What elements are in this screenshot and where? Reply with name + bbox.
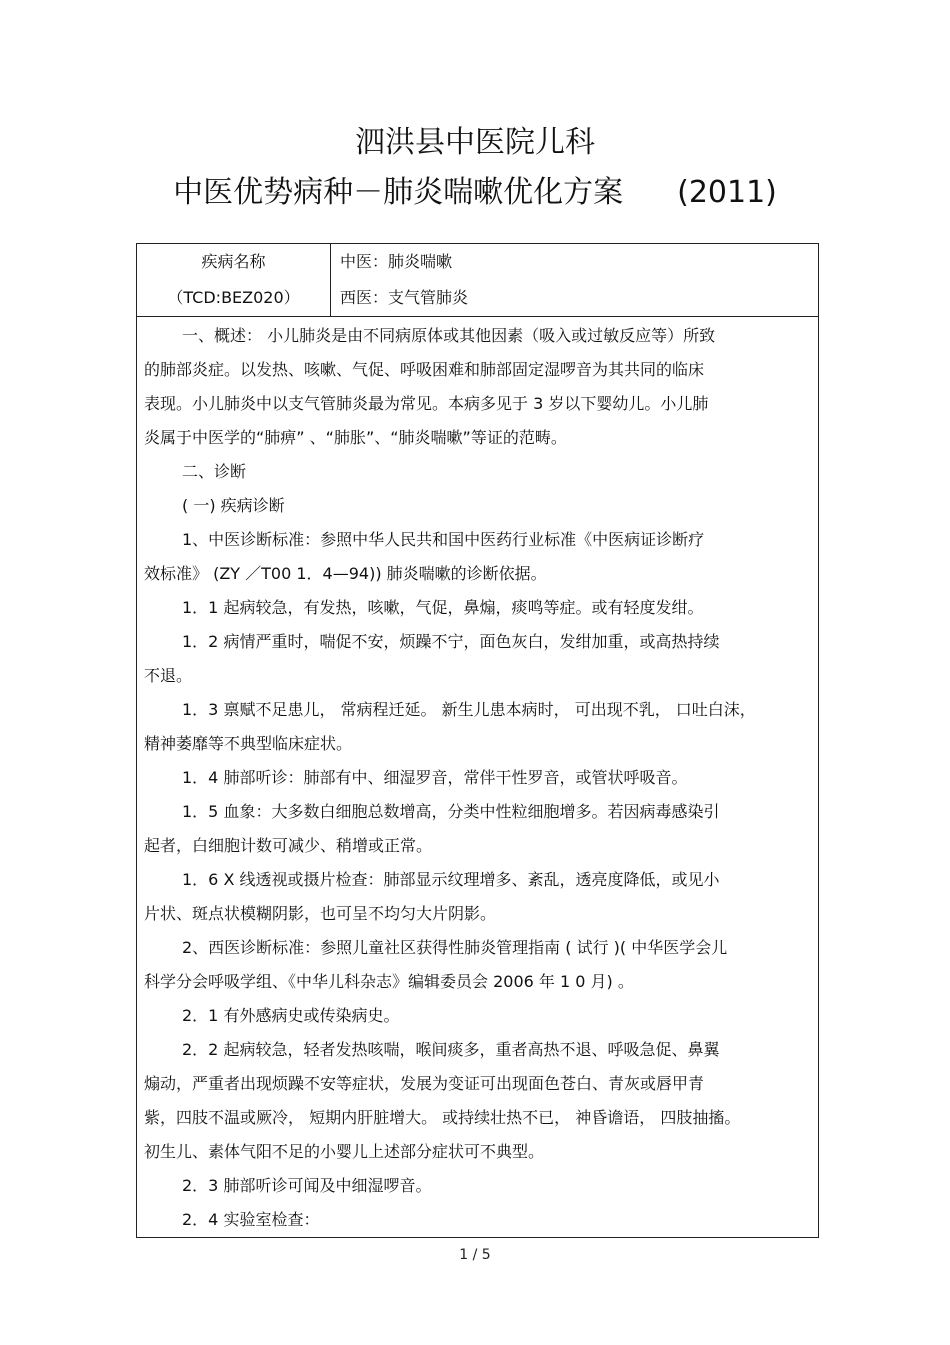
page-number: 1 / 5	[459, 1247, 491, 1263]
body-line: 起者，白细胞计数可减少、稍增或正常。	[144, 836, 433, 855]
body-line: 1．5 血象：大多数白细胞总数增高，分类中性粒细胞增多。若因病毒感染引	[182, 802, 720, 821]
body-line: 不退。	[144, 666, 193, 685]
body-line: 1．1 起病较急，有发热，咳嗽，气促，鼻煽，痰鸣等症。或有轻度发绀。	[182, 598, 704, 617]
document-title-text: 中医优势病种－肺炎喘嗽优化方案	[173, 175, 624, 210]
tcm-disease-name: 中医：肺炎喘嗽	[340, 252, 453, 271]
western-disease-name: 西医：支气管肺炎	[340, 288, 469, 307]
body-line: 科学分会呼吸学组、《中华儿科杂志》编辑委员会 2006 年 1 0 月) 。	[144, 972, 634, 991]
body-line: 1、中医诊断标准：参照中华人民共和国中医药行业标准《中医病证诊断疗	[182, 530, 705, 549]
body-line: 紫，四肢不温或厥冷， 短期内肝脏增大。 或持续壮热不已， 神昏谵语， 四肢抽搐。	[144, 1108, 741, 1127]
body-line: 2．3 肺部听诊可闻及中细湿啰音。	[182, 1176, 432, 1195]
body-line: 一、概述： 小儿肺炎是由不同病原体或其他因素（吸入或过敏反应等）所致	[182, 326, 716, 345]
hospital-title: 泗洪县中医院儿科	[355, 125, 595, 160]
body-line: 1．2 病情严重时，喘促不安，烦躁不宁，面色灰白，发绀加重，或高热持续	[182, 632, 720, 651]
body-line: 精神萎靡等不典型临床症状。	[144, 734, 353, 753]
body-line: 片状、斑点状模糊阴影，也可呈不均匀大片阴影。	[144, 904, 497, 923]
disease-code: （TCD:BEZ020）	[167, 288, 300, 307]
disease-table	[136, 243, 819, 1238]
body-line: 2．4 实验室检查：	[182, 1210, 320, 1229]
content-row	[137, 317, 819, 1238]
body-line: 1．4 肺部听诊：肺部有中、细湿罗音，常伴干性罗音，或管状呼吸音。	[182, 768, 688, 787]
body-line: 1．6 X 线透视或摄片检查：肺部显示纹理增多、紊乱，透亮度降低，或见小	[182, 870, 720, 889]
body-line: 2．1 有外感病史或传染病史。	[182, 1006, 400, 1025]
body-line: 表现。小儿肺炎中以支气管肺炎最为常见。本病多见于 3 岁以下婴幼儿。小儿肺	[144, 394, 709, 413]
body-line: 煽动，严重者出现烦躁不安等症状，发展为变证可出现面色苍白、青灰或唇甲青	[144, 1074, 705, 1093]
disease-names-cell	[331, 244, 819, 317]
body-line: 2、西医诊断标准：参照儿童社区获得性肺炎管理指南 ( 试行 )( 中华医学会儿	[182, 938, 728, 957]
content-text	[144, 317, 818, 1237]
disease-name-cell	[137, 244, 331, 317]
body-line: ( 一) 疾病诊断	[182, 496, 285, 515]
document-title	[0, 173, 950, 213]
body-line: 效标准》 (ZY ／T00 1．4—94)) 肺炎喘嗽的诊断依据。	[144, 564, 547, 583]
disease-name-label: 疾病名称	[201, 252, 266, 271]
body-line: 2．2 起病较急，轻者发热咳喘，喉间痰多，重者高热不退、呼吸急促、鼻翼	[182, 1040, 720, 1059]
body-line: 1．3 禀赋不足患儿， 常病程迁延。 新生儿患本病时， 可出现不乳， 口吐白沫，	[182, 700, 756, 719]
header-row	[137, 244, 819, 317]
body-line: 初生儿、素体气阳不足的小婴儿上述部分症状可不典型。	[144, 1142, 545, 1161]
content-cell	[137, 317, 819, 1238]
body-line: 的肺部炎症。以发热、咳嗽、气促、呼吸困难和肺部固定湿啰音为其共同的临床	[144, 360, 705, 379]
document-year: (2011)	[677, 175, 777, 210]
body-line: 二、诊断	[182, 462, 247, 481]
body-line: 炎属于中医学的“肺痹” 、“肺胀”、“肺炎喘嗽”等证的范畴。	[144, 428, 567, 447]
